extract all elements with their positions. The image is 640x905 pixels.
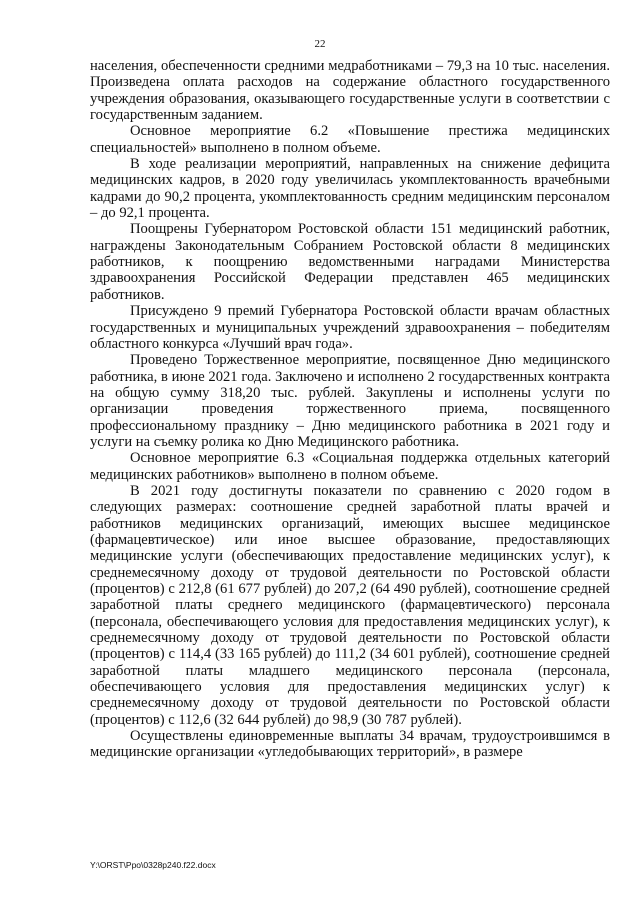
paragraph-measure-6-2: Основное мероприятие 6.2 «Повышение престижа медицинских специальностей» выполнено в полном объеме. — [90, 123, 610, 156]
file-path-footer: Y:\ORST\Ppo\0328p240.f22.docx — [90, 860, 216, 870]
page-number: 22 — [314, 38, 326, 50]
paragraph-governor-prizes: Присуждено 9 премий Губернатора Ростовской области врачам областных государственных и муниципальных учреждений здравоохранения – победителям областного конкурса «Лучший врач года». — [90, 303, 610, 352]
paragraph-salary-indicators: В 2021 году достигнуты показатели по сравнению с 2020 годом в следующих размерах: соотношение средней заработной платы врачей и работников медицинских организаций, имеющих высшее медицинское (фармацевтическое) или иное высшее образование, предоставляющих медицинские услуги (обеспечивающих предоставление медицинских услуг), к среднемесячному доходу от трудовой деятельности по Ростовской области (процентов) с 212,8 (61 677 рублей) до 207,2 (64 490 рублей), соотношение средней заработной платы среднего медицинского (фармацевтического) персонала (персонала, обеспечивающего условия для предоставления медицинских услуг), к среднемесячному доходу от трудовой деятельности по Ростовской области (процентов) с 114,4 (33 165 рублей) до 111,2 (34 601 рублей), соотношение средней заработной платы младшего медицинского персонала (персонала, обеспечивающего условия для предоставления медицинских услуг) к среднемесячному доходу от трудовой деятельности по Ростовской области (процентов) с 112,6 (32 644 рублей) до 98,9 (30 787 рублей). — [90, 482, 610, 728]
paragraph-measure-6-3: Основное мероприятие 6.3 «Социальная поддержка отдельных категорий медицинских работников» выполнено в полном объеме. — [90, 450, 610, 483]
paragraph-continuation: населения, обеспеченности средними медработниками – 79,3 на 10 тыс. населения. Произведена оплата расходов на содержание областного государственного учреждения образования, оказывающего государственные услуги в соответствии с государственным заданием. — [90, 58, 610, 124]
paragraph-awards: Поощрены Губернатором Ростовской области 151 медицинский работник, награждены Законодательным Собранием Ростовской области 8 медицинских работников, к поощрению ведомственными наградами Министерства здравоохранения Российской Федерации представлен 465 медицинских работников. — [90, 221, 610, 303]
document-body — [90, 58, 610, 761]
paragraph-one-time-payments: Осуществлены единовременные выплаты 34 врачам, трудоустроившимся в медицинские организации «угледобывающих территорий», в размере — [90, 728, 610, 761]
paragraph-staffing: В ходе реализации мероприятий, направленных на снижение дефицита медицинских кадров, в 2020 году увеличилась укомплектованность врачебными кадрами до 90,2 процента, укомплектованность средним медицинским персоналом – до 92,1 процента. — [90, 156, 610, 222]
paragraph-medical-worker-day: Проведено Торжественное мероприятие, посвященное Дню медицинского работника, в июне 2021 года. Заключено и исполнено 2 государственных контракта на общую сумму 318,20 тыс. рублей. Закуплены и исполнены услуги по организации проведения торжественного приема, посвященного профессиональному празднику – Дню медицинского работника в 2021 году и услуги на съемку ролика ко Дню Медицинского работника. — [90, 352, 610, 450]
